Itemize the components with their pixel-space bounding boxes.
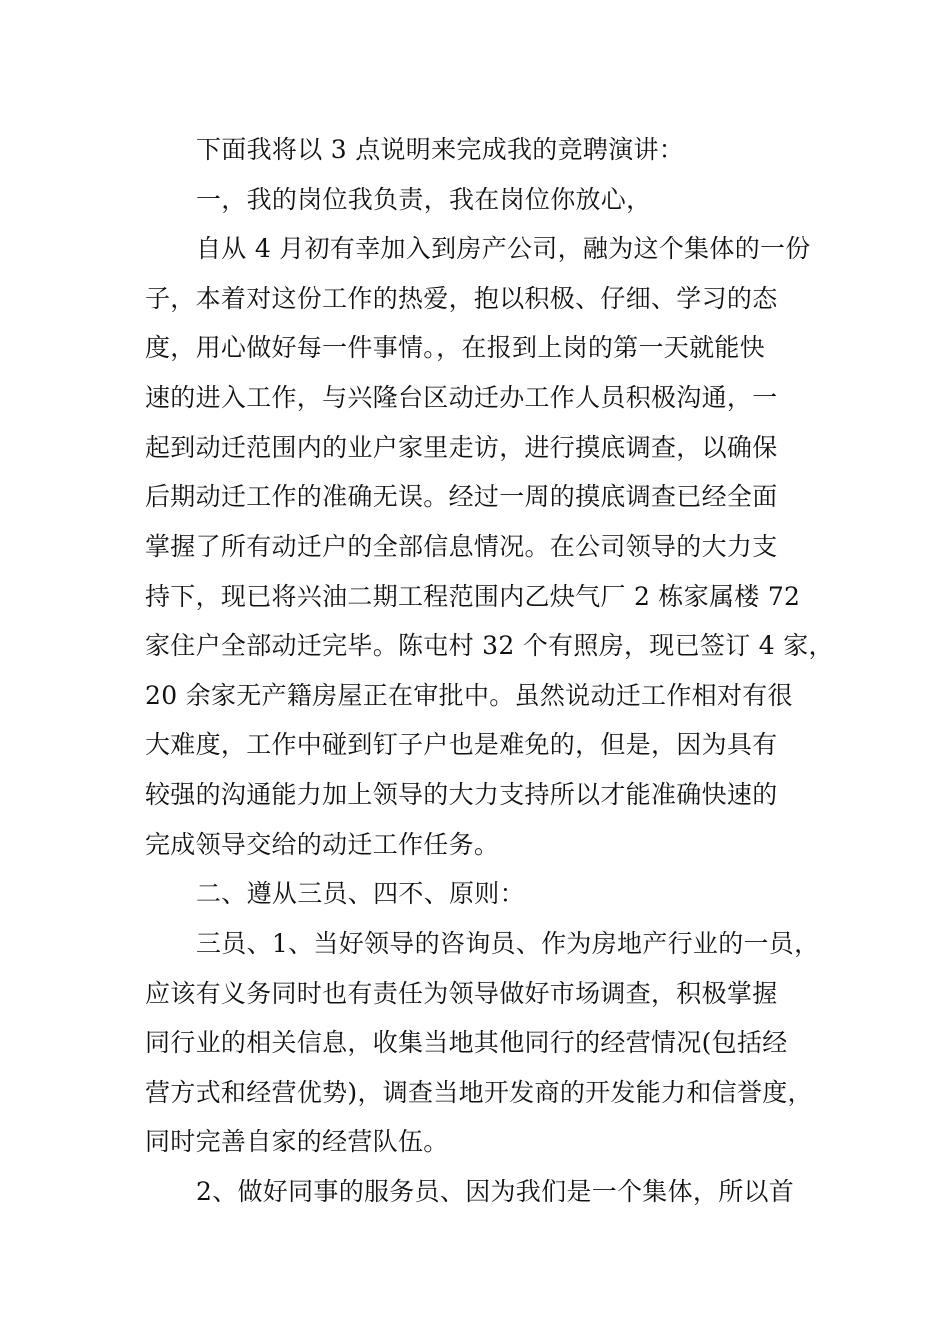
text-line: 下面我将以 3 点说明来完成我的竞聘演讲： <box>196 135 685 164</box>
text-line: 较强的沟通能力加上领导的大力支持所以才能准确快速的 <box>145 780 778 809</box>
text-line: 三员、1、当好领导的咨询员、作为房地产行业的一员， <box>196 929 820 958</box>
text-line: 持下，现已将兴油二期工程范围内乙炔气厂 2 栋家属楼 72 <box>145 582 801 611</box>
text-line: 2、做好同事的服务员、因为我们是一个集体，所以首 <box>196 1177 795 1206</box>
text-line: 速的进入工作，与兴隆台区动迁办工作人员积极沟通，一 <box>145 383 778 412</box>
text-line: 掌握了所有动迁户的全部信息情况。在公司领导的大力支 <box>145 532 778 561</box>
text-line: 家住户全部动迁完毕。陈屯村 32 个有照房，现已签订 4 家， <box>145 631 834 660</box>
text-line: 同时完善自家的经营队伍。 <box>145 1127 449 1156</box>
text-line: 子，本着对这份工作的热爱，抱以积极、仔细、学习的态 <box>145 284 778 313</box>
text-line: 自从 4 月初有幸加入到房产公司，融为这个集体的一份 <box>196 234 811 263</box>
text-line: 一，我的岗位我负责，我在岗位你放心， <box>196 185 652 214</box>
text-line: 同行业的相关信息，收集当地其他同行的经营情况(包括经 <box>145 1028 788 1057</box>
text-line: 度，用心做好每一件事情。，在报到上岗的第一天就能快 <box>145 333 766 362</box>
text-line: 完成领导交给的动迁工作任务。 <box>145 830 500 859</box>
text-line: 二、遵从三员、四不、原则： <box>196 879 525 908</box>
text-line: 应该有义务同时也有责任为领导做好市场调查，积极掌握 <box>145 979 778 1008</box>
text-line: 营方式和经营优势)，调查当地开发商的开发能力和信誉度， <box>145 1078 813 1107</box>
text-line: 大难度，工作中碰到钉子户也是难免的，但是，因为具有 <box>145 730 778 759</box>
text-line: 起到动迁范围内的业户家里走访，进行摸底调查，以确保 <box>145 433 778 462</box>
text-line: 20 余家无产籍房屋正在审批中。虽然说动迁工作相对有很 <box>145 681 793 710</box>
text-line: 后期动迁工作的准确无误。经过一周的摸底调查已经全面 <box>145 482 778 511</box>
